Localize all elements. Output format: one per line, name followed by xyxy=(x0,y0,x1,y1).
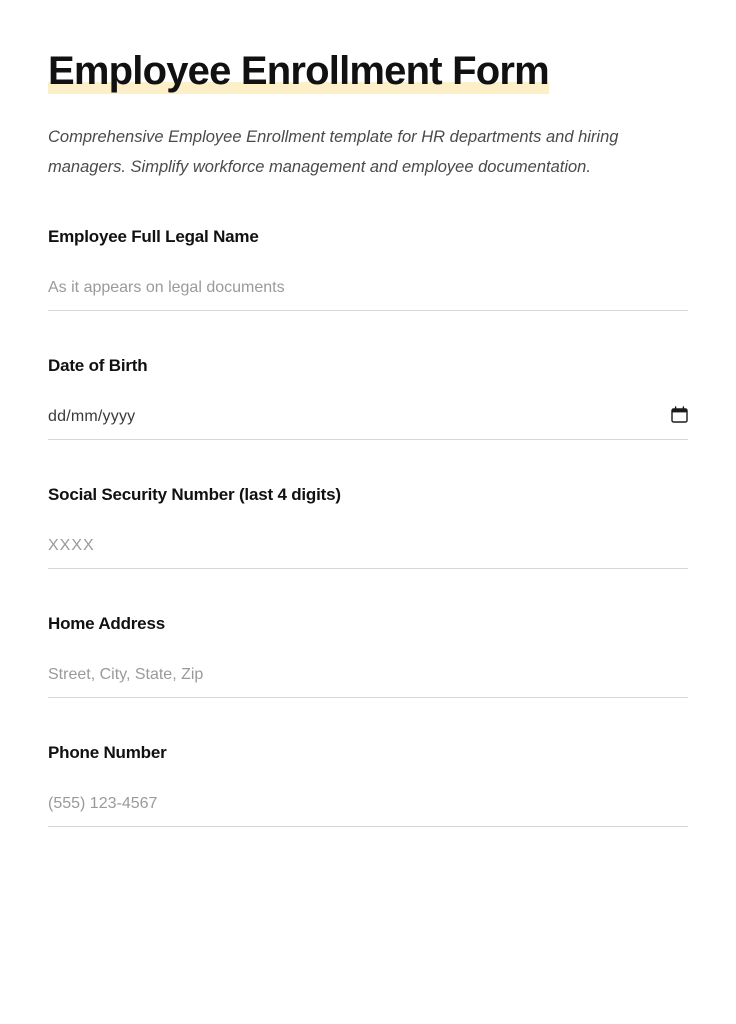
calendar-icon[interactable] xyxy=(671,406,688,428)
field-home-address xyxy=(48,613,688,698)
field-label: Social Security Number (last 4 digits) xyxy=(48,485,341,504)
field-label: Phone Number xyxy=(48,743,167,762)
social-security-number-input[interactable] xyxy=(48,534,688,558)
field-input-row[interactable] xyxy=(48,276,688,311)
field-phone-number xyxy=(48,742,688,827)
field-input-row[interactable] xyxy=(48,663,688,698)
page-title: Employee Enrollment Form xyxy=(48,49,549,93)
employee-full-legal-name-input[interactable] xyxy=(48,276,688,300)
phone-number-input[interactable] xyxy=(48,792,688,816)
field-date-of-birth xyxy=(48,355,688,440)
field-input-row[interactable] xyxy=(48,534,688,569)
field-social-security-number xyxy=(48,484,688,569)
home-address-input[interactable] xyxy=(48,663,688,687)
field-label: Employee Full Legal Name xyxy=(48,227,259,246)
date-of-birth-input[interactable]: dd/mm/yyyy xyxy=(48,408,136,425)
field-label: Home Address xyxy=(48,614,165,633)
page-subtitle: Comprehensive Employee Enrollment template for HR departments and hiring managers. Simplify workforce management and employee documentation. xyxy=(48,128,619,176)
field-employee-full-legal-name xyxy=(48,226,688,311)
page-title-wrap xyxy=(48,44,549,98)
field-label: Date of Birth xyxy=(48,356,148,375)
field-input-row[interactable] xyxy=(48,405,688,440)
field-input-row[interactable] xyxy=(48,792,688,827)
